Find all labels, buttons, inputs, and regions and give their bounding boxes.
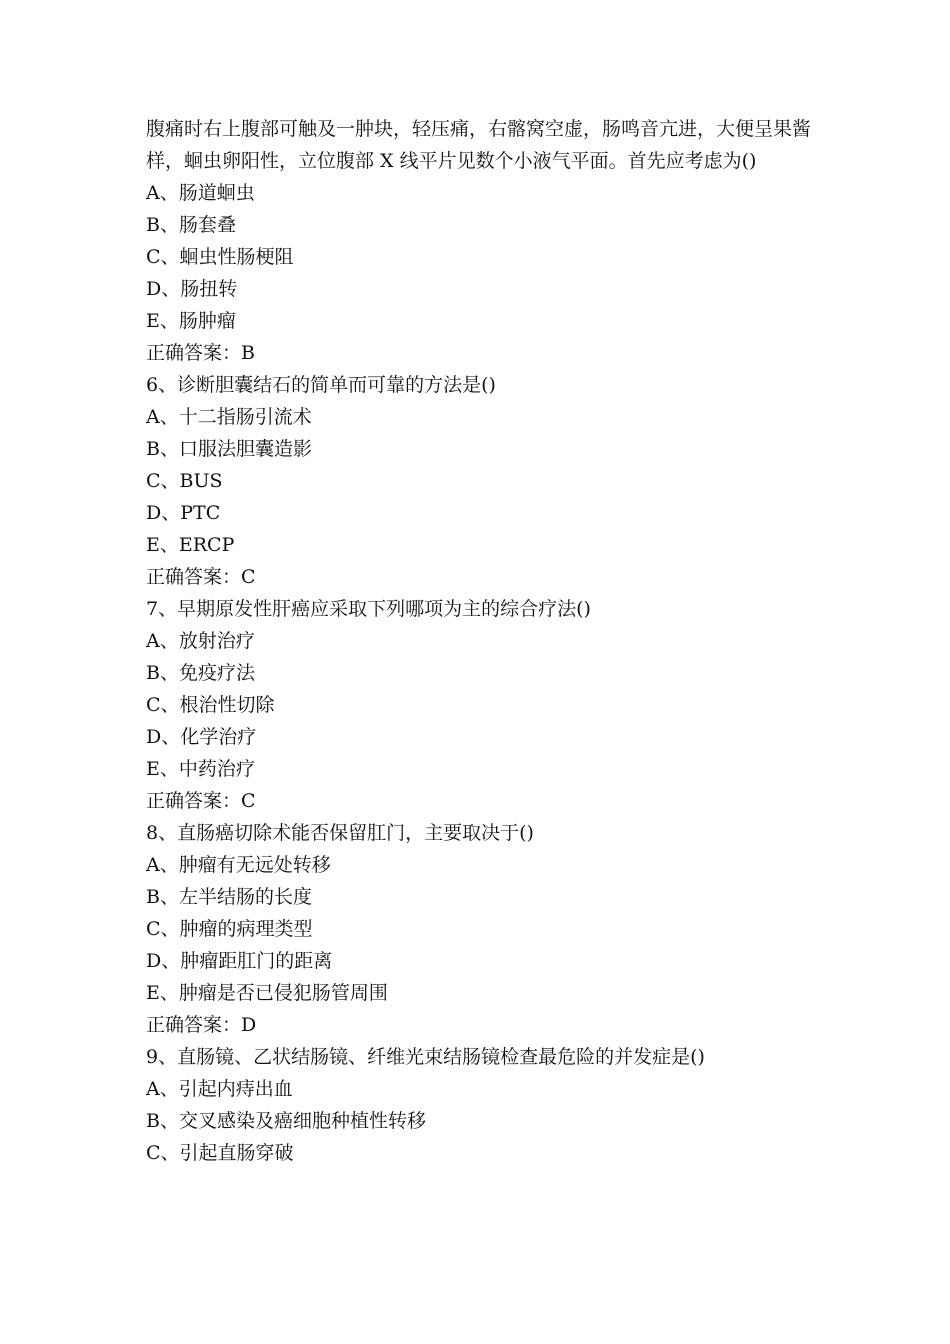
option-7e: E、中药治疗: [146, 758, 255, 780]
option-9c: C、引起直肠穿破: [146, 1142, 294, 1164]
question-stem-8: 8、直肠癌切除术能否保留肛门，主要取决于(): [146, 822, 534, 844]
question-stem-7: 7、早期原发性肝癌应采取下列哪项为主的综合疗法(): [146, 598, 591, 620]
option-8c: C、肿瘤的病理类型: [146, 918, 313, 940]
option-5b: B、肠套叠: [146, 214, 236, 236]
option-9a: A、引起内痔出血: [146, 1078, 293, 1100]
option-8b: B、左半结肠的长度: [146, 886, 312, 908]
option-6e: E、ERCP: [146, 534, 235, 556]
answer-5: 正确答案：B: [146, 342, 255, 364]
option-6c: C、BUS: [146, 470, 223, 492]
option-6d: D、PTC: [146, 502, 221, 524]
question-stem-9: 9、直肠镜、乙状结肠镜、纤维光束结肠镜检查最危险的并发症是(): [146, 1046, 705, 1068]
option-6a: A、十二指肠引流术: [146, 406, 312, 428]
answer-6: 正确答案：C: [146, 566, 256, 588]
option-8a: A、肿瘤有无远处转移: [146, 854, 331, 876]
option-5a: A、肠道蛔虫: [146, 182, 255, 204]
option-5d: D、肠扭转: [146, 278, 238, 300]
answer-7: 正确答案：C: [146, 790, 256, 812]
option-8e: E、肿瘤是否已侵犯肠管周围: [146, 982, 388, 1004]
option-7c: C、根治性切除: [146, 694, 275, 716]
option-9b: B、交叉感染及癌细胞种植性转移: [146, 1110, 426, 1132]
option-7d: D、化学治疗: [146, 726, 257, 748]
option-6b: B、口服法胆囊造影: [146, 438, 312, 460]
option-7b: B、免疫疗法: [146, 662, 255, 684]
option-7a: A、放射治疗: [146, 630, 255, 652]
question-stem-5: 腹痛时右上腹部可触及一肿块，轻压痛，右髂窝空虚，肠鸣音亢进，大便呈果酱样，蛔虫卵阳性，立位腹部 X 线平片见数个小液气平面。首先应考虑为(): [146, 118, 812, 172]
option-8d: D、肿瘤距肛门的距离: [146, 950, 333, 972]
option-5c: C、蛔虫性肠梗阻: [146, 246, 294, 268]
question-stem-6: 6、诊断胆囊结石的简单而可靠的方法是(): [146, 374, 496, 396]
document-body: [146, 113, 811, 1169]
answer-8: 正确答案：D: [146, 1014, 257, 1036]
option-5e: E、肠肿瘤: [146, 310, 236, 332]
